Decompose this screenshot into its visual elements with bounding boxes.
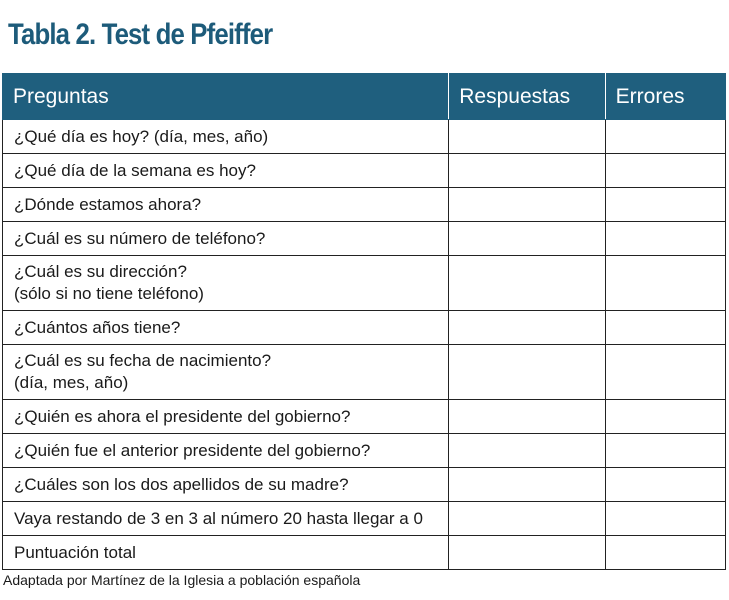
answer-cell xyxy=(449,120,605,154)
error-cell xyxy=(605,188,725,222)
question-text: ¿Qué día de la semana es hoy? xyxy=(14,160,256,180)
answer-cell xyxy=(449,502,605,536)
question-cell xyxy=(3,222,449,256)
table-row xyxy=(3,400,726,434)
question-text: (sólo si no tiene teléfono) xyxy=(14,284,204,303)
answer-cell xyxy=(449,468,605,502)
question-text: (día, mes, año) xyxy=(14,373,129,392)
error-cell xyxy=(605,502,725,536)
question-text: ¿Cuál es su número de teléfono? xyxy=(14,228,266,248)
table-row xyxy=(3,188,726,222)
answer-cell xyxy=(449,222,605,256)
question-text: ¿Cuál es su fecha de nacimiento? xyxy=(14,351,272,370)
question-text: ¿Quién fue el anterior presidente del gobierno? xyxy=(14,440,371,460)
question-cell xyxy=(3,311,449,345)
question-text: ¿Cuál es su dirección? xyxy=(14,262,187,281)
table-body xyxy=(3,120,726,570)
header-questions: Preguntas xyxy=(3,74,449,120)
question-text: ¿Cuáles son los dos apellidos de su madre? xyxy=(14,474,349,494)
table-row xyxy=(3,311,726,345)
question-text: ¿Cuántos años tiene? xyxy=(14,317,181,337)
question-cell xyxy=(3,154,449,188)
error-cell xyxy=(605,536,725,570)
answer-cell xyxy=(449,311,605,345)
table-header-row xyxy=(3,74,726,120)
error-cell xyxy=(605,120,725,154)
answer-cell xyxy=(449,188,605,222)
question-cell xyxy=(3,400,449,434)
answer-cell xyxy=(449,400,605,434)
answer-cell xyxy=(449,256,605,311)
error-cell xyxy=(605,311,725,345)
question-text: ¿Qué día es hoy? (día, mes, año) xyxy=(14,126,269,146)
question-text: ¿Quién es ahora el presidente del gobierno? xyxy=(14,406,351,426)
question-text: Vaya restando de 3 en 3 al número 20 hasta llegar a 0 xyxy=(14,508,423,528)
table-title: Tabla 2. Test de Pfeiffer xyxy=(8,18,273,51)
answer-cell xyxy=(449,345,605,400)
table-row xyxy=(3,120,726,154)
question-cell xyxy=(3,188,449,222)
question-cell xyxy=(3,502,449,536)
error-cell xyxy=(605,400,725,434)
pfeiffer-test-table xyxy=(2,73,726,570)
table-row xyxy=(3,468,726,502)
table-row xyxy=(3,154,726,188)
table-row xyxy=(3,502,726,536)
table-source-note: Adaptada por Martínez de la Iglesia a población española xyxy=(3,572,361,588)
error-cell xyxy=(605,154,725,188)
table-row xyxy=(3,536,726,570)
error-cell xyxy=(605,468,725,502)
error-cell xyxy=(605,434,725,468)
question-cell xyxy=(3,120,449,154)
question-text: Puntuación total xyxy=(14,542,136,562)
table-row xyxy=(3,345,726,400)
answer-cell xyxy=(449,536,605,570)
error-cell xyxy=(605,256,725,311)
question-text: ¿Dónde estamos ahora? xyxy=(14,194,202,214)
question-cell xyxy=(3,434,449,468)
question-cell xyxy=(3,256,449,311)
error-cell xyxy=(605,222,725,256)
question-cell xyxy=(3,536,449,570)
answer-cell xyxy=(449,154,605,188)
table-row xyxy=(3,222,726,256)
error-cell xyxy=(605,345,725,400)
question-cell xyxy=(3,468,449,502)
table-row xyxy=(3,434,726,468)
answer-cell xyxy=(449,434,605,468)
header-answers: Respuestas xyxy=(449,74,605,120)
table-row xyxy=(3,256,726,311)
question-cell xyxy=(3,345,449,400)
header-errors: Errores xyxy=(605,74,725,120)
